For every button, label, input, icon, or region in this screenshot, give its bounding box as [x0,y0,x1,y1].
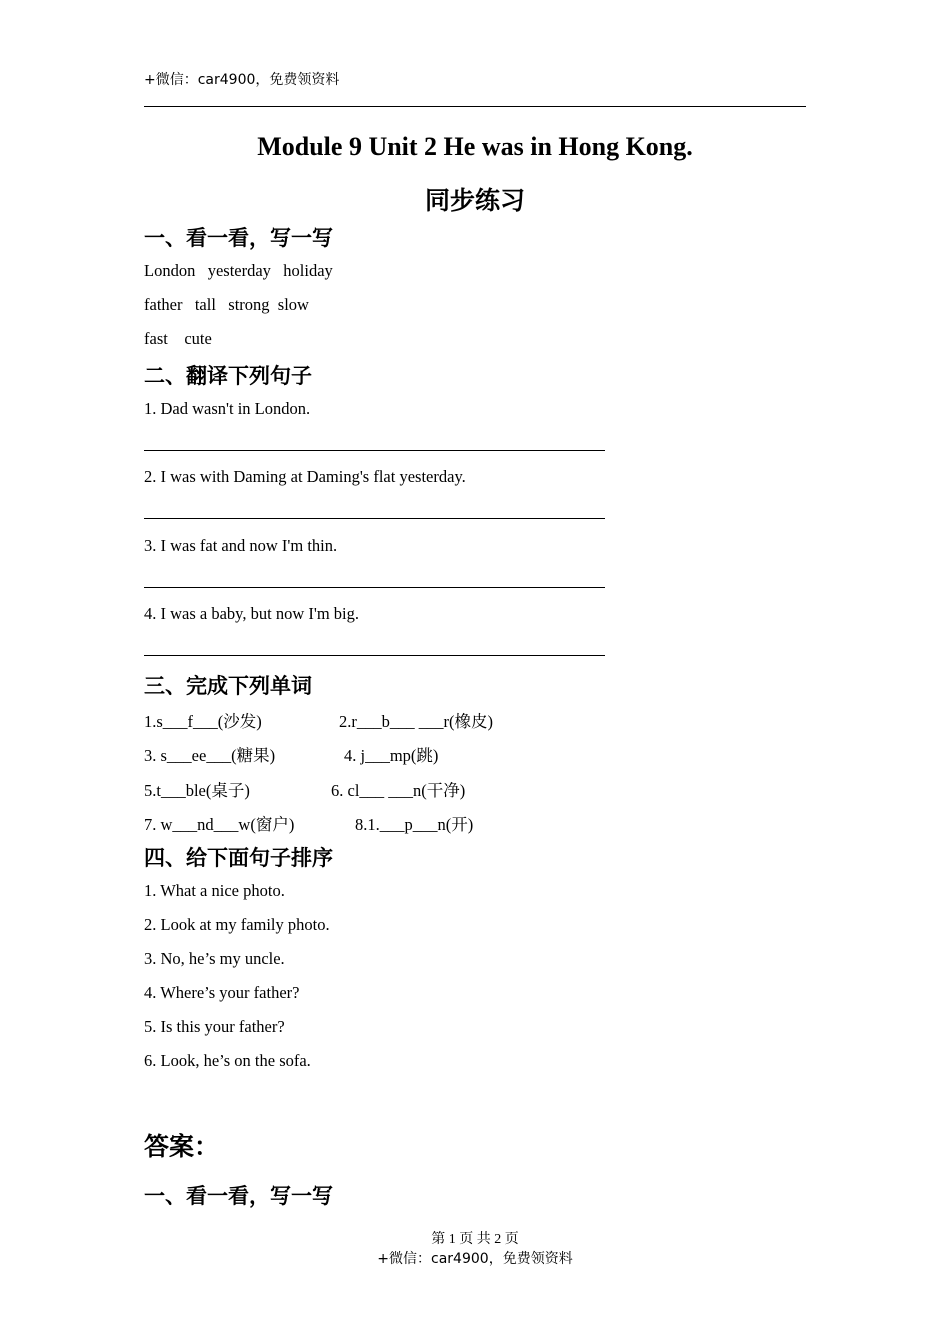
section1-line: fast cute [144,329,212,348]
word-item: 2.r___b___ ___r(橡皮) [339,712,493,731]
section1-line: London yesterday holiday [144,261,333,280]
word-item: 7. w___nd___w(窗户) [144,815,295,834]
answers-heading: 答案： [144,1132,220,1161]
sentence-item: 2. Look at my family photo. [144,915,330,934]
section2-heading: 二、翻译下列句子 [144,364,312,388]
translation-item: 3. I was fat and now I'm thin. [144,536,338,555]
word-item: 8.1.___p___n(开) [355,815,474,834]
answers-section1-heading: 一、看一看，写一写 [144,1184,333,1208]
section3-heading: 三、完成下列单词 [144,674,312,698]
section4-heading: 四、给下面句子排序 [144,846,333,870]
document-subtitle: 同步练习 [424,186,525,215]
sentence-item: 5. Is this your father? [144,1017,285,1036]
sentence-item: 4. Where’s your father? [144,983,300,1002]
translation-item: 4. I was a baby, but now I'm big. [144,604,359,623]
answer-line [144,655,605,656]
header-divider [144,106,806,107]
word-item: 5.t___ble(桌子) [144,781,250,800]
section1-heading: 一、看一看，写一写 [144,226,333,250]
page-footer: +微信：car4900，免费领资料 [377,1251,573,1267]
page-number: 第 1 页 共 2 页 [431,1232,519,1247]
sentence-item: 6. Look, he’s on the sofa. [144,1051,311,1070]
sentence-item: 1. What a nice photo. [144,881,285,900]
sentence-item: 3. No, he’s my uncle. [144,949,285,968]
word-item: 6. cl___ ___n(干净) [331,781,466,800]
word-item: 3. s___ee___(糖果) [144,746,276,765]
answer-line [144,518,605,519]
section1-line: father tall strong slow [144,295,309,314]
translation-item: 1. Dad wasn't in London. [144,399,311,418]
document-title: Module 9 Unit 2 He was in Hong Kong. [257,132,693,161]
answer-line [144,450,605,451]
word-item: 4. j___mp(跳) [344,746,439,765]
word-item: 1.s___f___(沙发) [144,712,262,731]
translation-item: 2. I was with Daming at Daming's flat yesterday. [144,467,466,486]
answer-line [144,587,605,588]
page-header: +微信：car4900，免费领资料 [144,72,340,88]
